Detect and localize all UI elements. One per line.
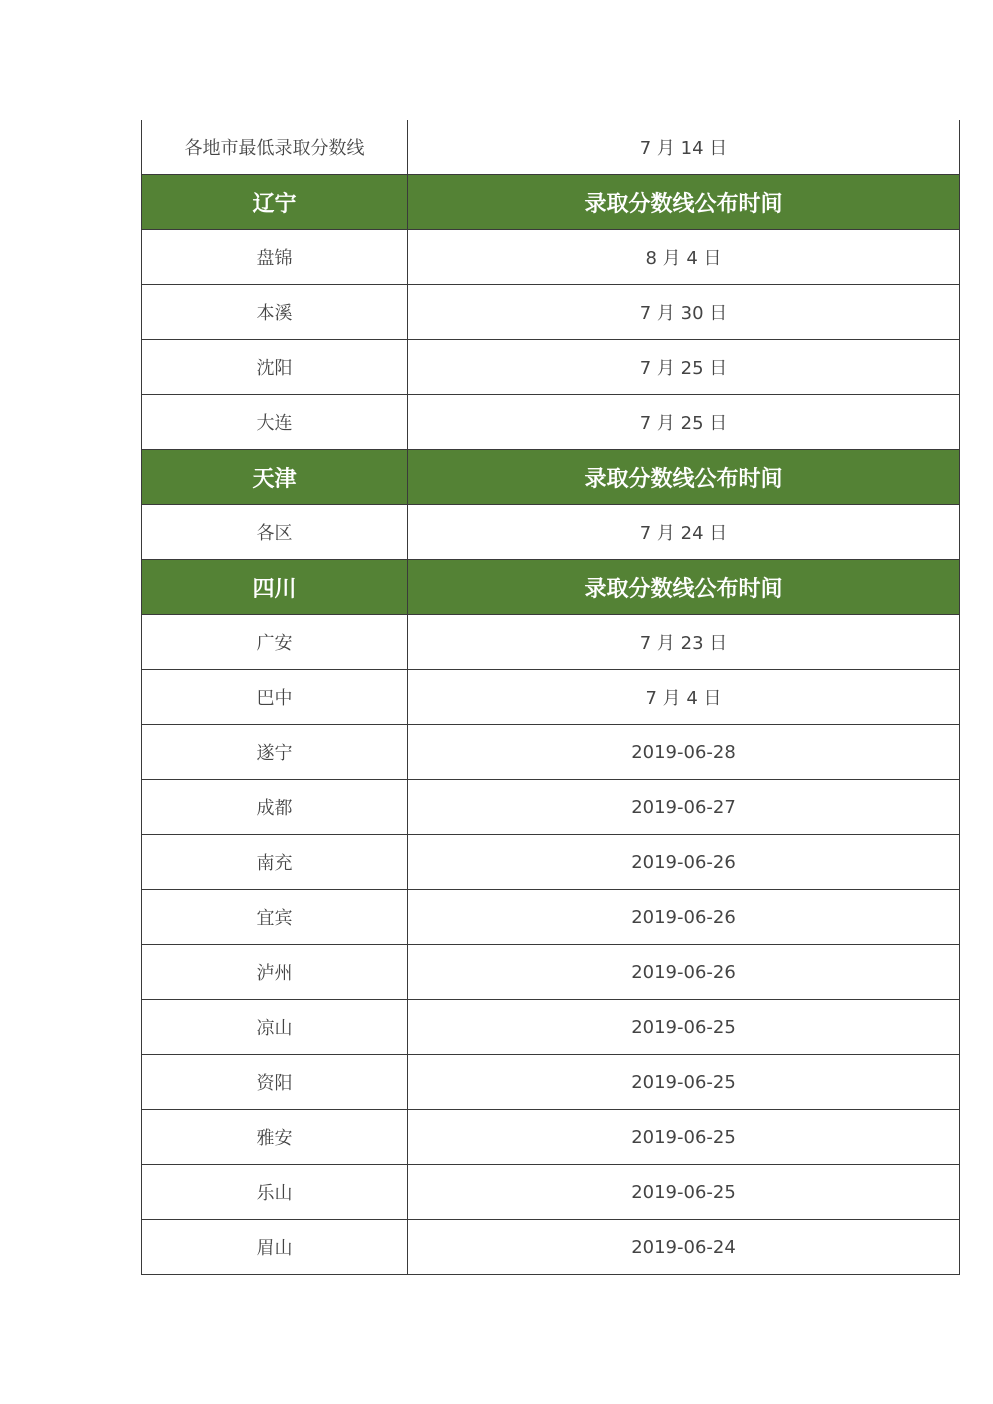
date-cell: 2019-06-26 — [408, 945, 960, 1000]
region-header-cell: 辽宁 — [142, 175, 408, 230]
date-cell: 8 月 4 日 — [408, 230, 960, 285]
table-row — [142, 1000, 960, 1055]
table-row — [142, 945, 960, 1000]
city-cell: 本溪 — [142, 285, 408, 340]
date-cell: 2019-06-24 — [408, 1220, 960, 1275]
table-row — [142, 395, 960, 450]
city-cell: 大连 — [142, 395, 408, 450]
date-cell: 7 月 30 日 — [408, 285, 960, 340]
date-cell: 2019-06-25 — [408, 1165, 960, 1220]
city-cell: 各区 — [142, 505, 408, 560]
release-time-header-cell: 录取分数线公布时间 — [408, 450, 960, 505]
release-time-header-cell: 录取分数线公布时间 — [408, 560, 960, 615]
date-cell: 2019-06-27 — [408, 780, 960, 835]
date-cell: 2019-06-25 — [408, 1055, 960, 1110]
table-row — [142, 340, 960, 395]
table-row — [142, 835, 960, 890]
city-cell: 遂宁 — [142, 725, 408, 780]
section-header-row — [142, 560, 960, 615]
date-cell: 2019-06-26 — [408, 835, 960, 890]
region-header-cell: 四川 — [142, 560, 408, 615]
table-row — [142, 285, 960, 340]
date-cell: 2019-06-25 — [408, 1000, 960, 1055]
section-header-row — [142, 450, 960, 505]
score-release-table — [141, 120, 960, 1275]
table-row — [142, 1220, 960, 1275]
table-row — [142, 890, 960, 945]
date-cell: 7 月 23 日 — [408, 615, 960, 670]
date-cell: 2019-06-28 — [408, 725, 960, 780]
city-cell: 广安 — [142, 615, 408, 670]
city-cell: 成都 — [142, 780, 408, 835]
table-row — [142, 230, 960, 285]
date-cell: 2019-06-26 — [408, 890, 960, 945]
city-cell: 乐山 — [142, 1165, 408, 1220]
section-header-row — [142, 175, 960, 230]
table-row — [142, 780, 960, 835]
city-cell: 资阳 — [142, 1055, 408, 1110]
table-row — [142, 1055, 960, 1110]
table-row — [142, 1110, 960, 1165]
date-cell: 7 月 25 日 — [408, 395, 960, 450]
table-row — [142, 725, 960, 780]
table-row — [142, 670, 960, 725]
table-row — [142, 505, 960, 560]
city-cell: 各地市最低录取分数线 — [142, 120, 408, 175]
city-cell: 宜宾 — [142, 890, 408, 945]
date-cell: 7 月 4 日 — [408, 670, 960, 725]
region-header-cell: 天津 — [142, 450, 408, 505]
city-cell: 凉山 — [142, 1000, 408, 1055]
date-cell: 7 月 14 日 — [408, 120, 960, 175]
city-cell: 盘锦 — [142, 230, 408, 285]
city-cell: 巴中 — [142, 670, 408, 725]
table-row — [142, 1165, 960, 1220]
city-cell: 眉山 — [142, 1220, 408, 1275]
table-row — [142, 120, 960, 175]
release-time-header-cell: 录取分数线公布时间 — [408, 175, 960, 230]
city-cell: 雅安 — [142, 1110, 408, 1165]
date-cell: 7 月 24 日 — [408, 505, 960, 560]
date-cell: 2019-06-25 — [408, 1110, 960, 1165]
city-cell: 沈阳 — [142, 340, 408, 395]
table-row — [142, 615, 960, 670]
table-body — [142, 120, 960, 1275]
date-cell: 7 月 25 日 — [408, 340, 960, 395]
city-cell: 南充 — [142, 835, 408, 890]
city-cell: 泸州 — [142, 945, 408, 1000]
